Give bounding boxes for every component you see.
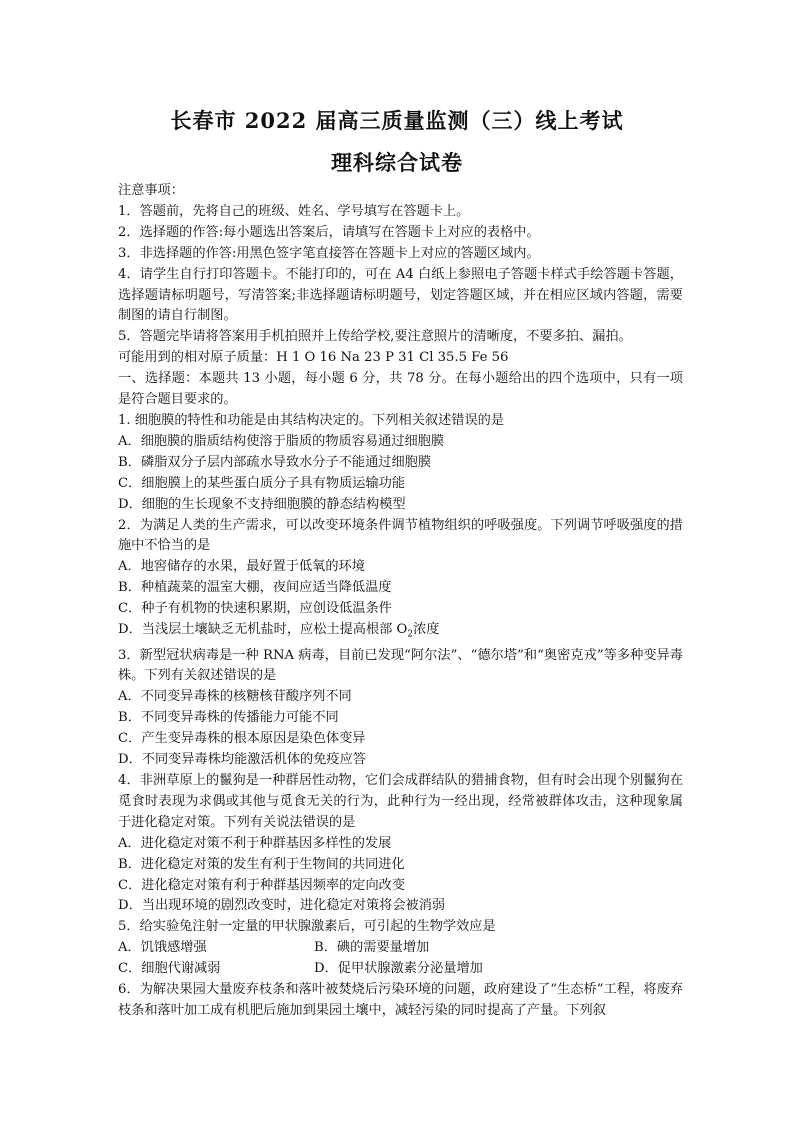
question-option: D．当出现环境的剧烈改变时，进化稳定对策将会被消弱 [118, 898, 446, 914]
question-option: D．促甲状腺激素分泌量增加 [314, 961, 483, 977]
question-stem: 6．为解决果园大量废弃枝条和落叶被焚烧后污染环境的问题，政府建设了“生态桥”工程，将废弃枝条和落叶加工成有机肥后施加到果园土壤中，减轻污染的同时提高了产量。下列叙 [118, 982, 683, 1018]
question-option: C．产生变异毒株的根本原因是染色体变异 [118, 731, 366, 747]
question-stem: 2．为满足人类的生产需求，可以改变环境条件调节植物组织的呼吸强度。下列调节呼吸强度的措施中不恰当的是 [118, 517, 683, 554]
option-row [118, 938, 683, 959]
question-stem: 4．非洲草原上的鬣狗是一种群居性动物，它们会成群结队的猎捕食物，但有时会出现个别鬣狗在觅食时表现为求偶或其他与觅食无关的行为，此种行为一经出现，经常被群体攻击，这种现象属于进化稳定对策。下列有关说法错误的是 [118, 773, 683, 830]
question-option: A．不同变异毒株的核糖核苷酸序列不同 [118, 689, 352, 705]
question-stem: 5．给实验兔注射一定量的甲状腺激素后，可引起的生物学效应是 [118, 919, 496, 935]
question-option: B．碘的需要量增加 [314, 940, 430, 956]
question-option: B．不同变异毒株的传播能力可能不同 [118, 710, 339, 726]
notice-item: 5．答题完毕请将答案用手机拍照并上传给学校,要注意照片的清晰度，不要多拍、漏拍。 [118, 329, 632, 345]
notice-item: 1．答题前，先将自己的班级、姓名、学号填写在答题卡上。 [118, 203, 470, 219]
question-option: C．细胞膜上的某些蛋白质分子具有物质运输功能 [118, 475, 406, 491]
notice-item: 4．请学生自行打印答题卡。不能打印的，可在 A4 白纸上参照电子答题卡样式手绘答题卡答题，选择题请标明题号，写清答案;非选择题请标明题号，划定答题区域，并在相应区域内答题，需要制图的请自行制图。 [118, 266, 683, 324]
notice-item: 3．非选择题的作答:用黑色签字笔直接答在答题卡上对应的答题区域内。 [118, 245, 540, 261]
question-option: D．不同变异毒株均能激活机体的免疫应答 [118, 752, 366, 768]
notice-item: 2．选择题的作答:每小题选出答案后，请填写在答题卡上对应的表格中。 [118, 224, 540, 240]
notice-header: 注意事项： [118, 183, 184, 198]
question-stem: 1. 细胞膜的特性和功能是由其结构决定的。下列相关叙述错误的是 [118, 412, 505, 428]
question-option: A．进化稳定对策不利于种群基因多样性的发展 [118, 835, 392, 851]
option-d-suffix: 浓度 [413, 622, 440, 638]
option-d-text: D．当浅层土壤缺乏无机盐时，应松土提高根部 O [118, 622, 408, 638]
question-option: B．种植蔬菜的温室大棚，夜间应适当降低温度 [118, 580, 392, 596]
exam-body [118, 181, 683, 1022]
question-option: A．饥饿感增强 [118, 940, 207, 956]
exam-subtitle: 理科综合试卷 [331, 150, 463, 175]
question-option: B．进化稳定对策的发生有利于生物间的共同进化 [118, 856, 405, 872]
subscript-2: 2 [407, 629, 414, 640]
question-option: B．磷脂双分子层内部疏水导致水分子不能通过细胞膜 [118, 454, 432, 470]
question-stem: 3．新型冠状病毒是一种 RNA 病毒，目前已发现“阿尔法”、“德尔塔”和“奥密克戎”等多种变异毒株。下列有关叙述错误的是 [118, 647, 683, 684]
option-row [118, 959, 683, 980]
question-option [118, 620, 683, 646]
question-option: C．细胞代谢减弱 [118, 961, 221, 977]
question-option: A．细胞膜的脂质结构使溶于脂质的物质容易通过细胞膜 [118, 433, 445, 449]
question-option: C．种子有机物的快速积累期，应创设低温条件 [118, 601, 392, 617]
exam-title: 长春市 2022 届高三质量监测（三）线上考试 [170, 108, 624, 133]
section-intro: 一、选择题：本题共 13 小题，每小题 6 分，共 78 分。在每小题给出的四个选项中，只有一项是符合题目要求的。 [118, 371, 683, 408]
question-option: C．进化稳定对策有利于种群基因频率的定向改变 [118, 877, 406, 893]
question-option: A．地窖储存的水果，最好置于低氧的环境 [118, 559, 365, 575]
question-option: D．细胞的生长现象不支持细胞膜的静态结构模型 [118, 496, 406, 512]
atomic-mass-line: 可能用到的相对原子质量：H 1 O 16 Na 23 P 31 Cl 35.5 Fe 56 [118, 350, 509, 366]
